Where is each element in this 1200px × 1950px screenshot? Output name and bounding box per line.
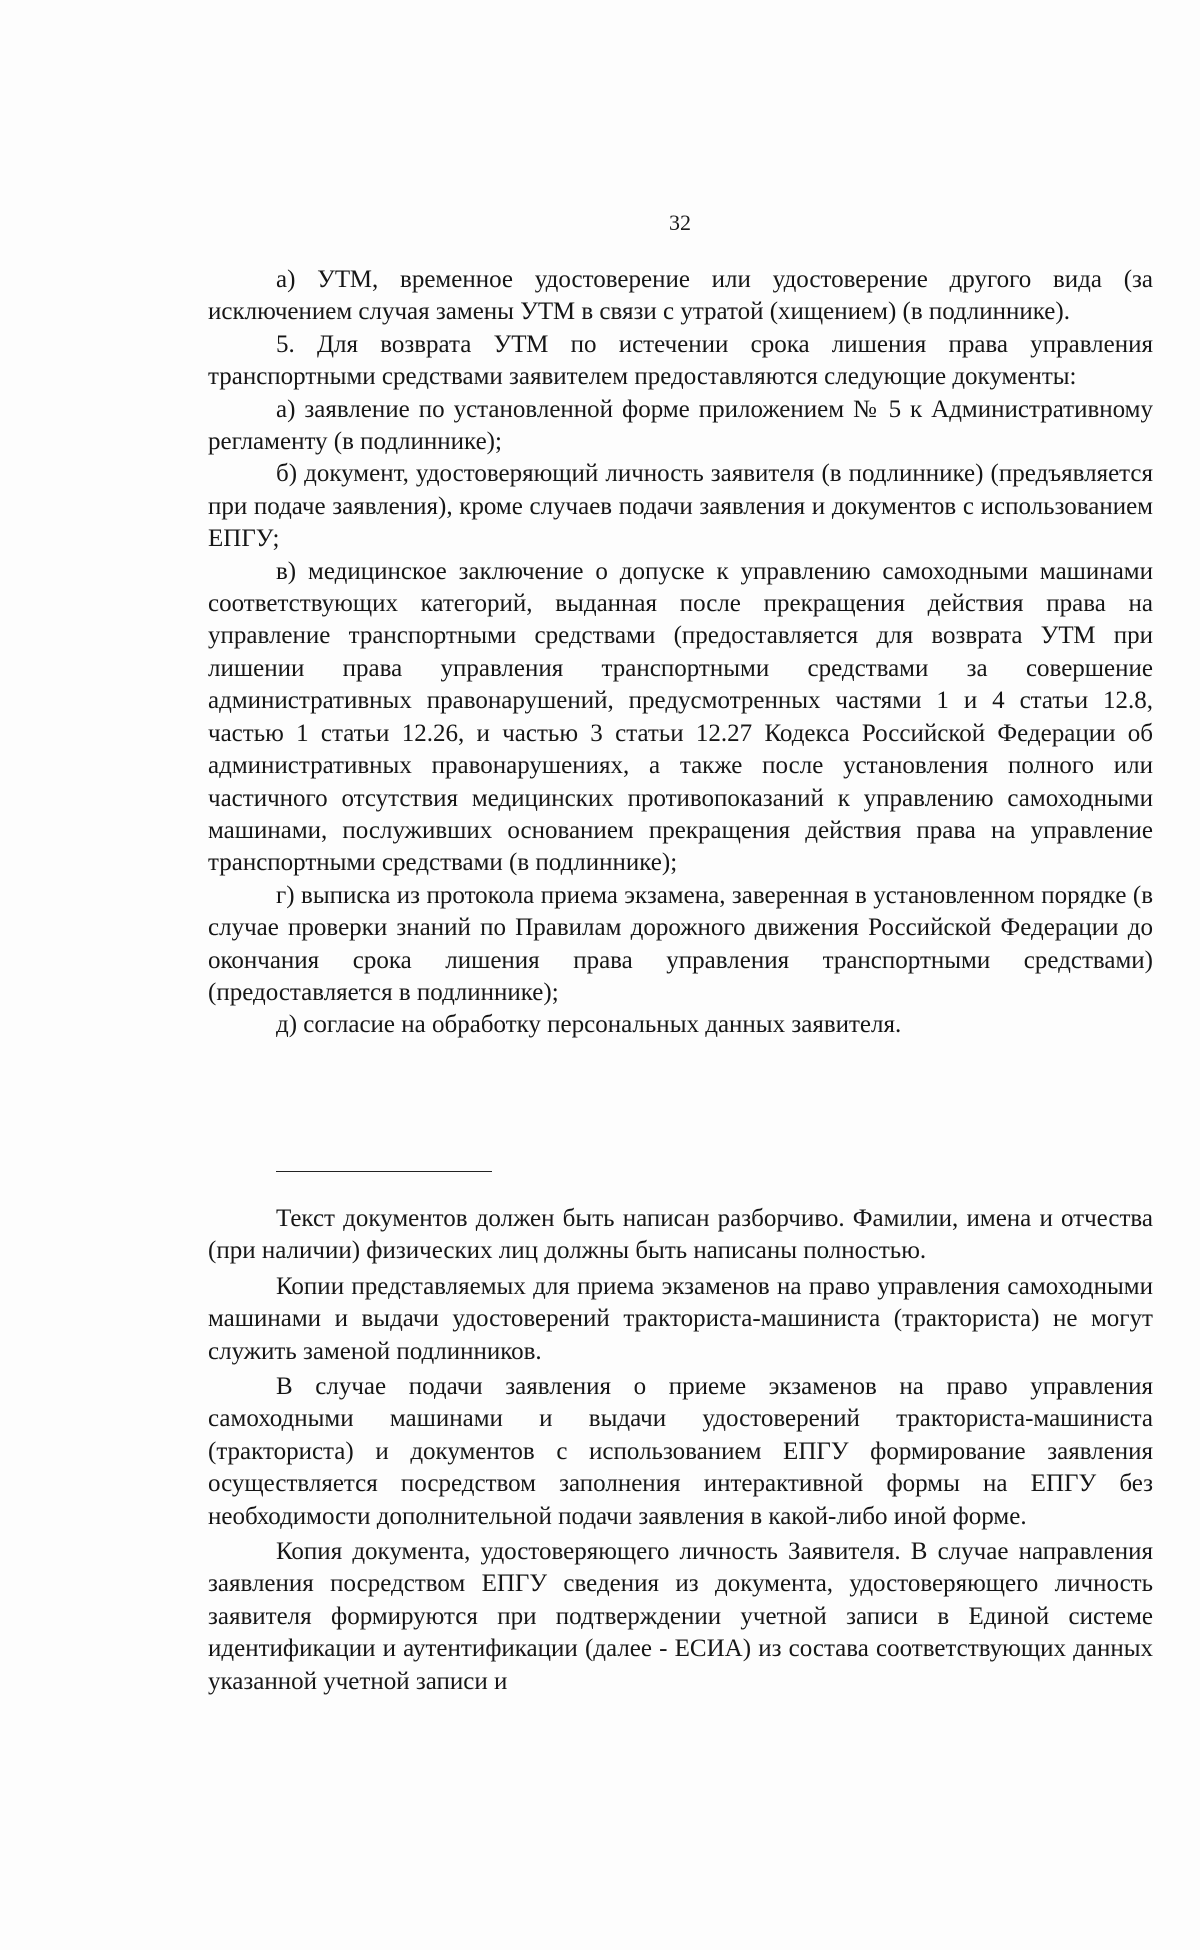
separator-line	[276, 1171, 492, 1172]
paragraph: 5. Для возврата УТМ по истечении срока лишения права управления транспортными средствами заявителем предоставляются следующие документы:	[208, 330, 1153, 391]
main-text-block	[208, 264, 1153, 1042]
note-paragraph: Текст документов должен быть написан разборчиво. Фамилии, имена и отчества (при наличии) физических лиц должны быть написаны полностью.	[208, 1205, 1153, 1265]
page-number: 32	[669, 210, 691, 235]
paragraph: д) согласие на обработку персональных данных заявителя.	[276, 1011, 902, 1039]
paragraph: а) заявление по установленной форме приложением № 5 к Административному регламенту (в подлиннике);	[208, 395, 1153, 456]
note-paragraph: Копии представляемых для приема экзаменов на право управления самоходными машинами и выдачи удостоверений тракториста-машиниста (тракториста) не могут служить заменой подлинников.	[208, 1272, 1153, 1365]
paragraph: в) медицинское заключение о допуске к управлению самоходными машинами соответствующих категорий, выданная после прекращения действия права на управление транспортными средствами (предоставляется для возврата УТМ при лишении права управления транспортными средствами за совершение административных правонарушений, предусмотренных частями 1 и 4 статьи 12.8, частью 1 статьи 12.26, и частью 3 статьи 12.27 Кодекса Российской Федерации об административных правонарушениях, а также после установления полного или частичного отсутствия медицинских противопоказаний к управлению самоходными машинами, послуживших основанием прекращения действия права на управление транспортными средствами (в подлиннике);	[208, 557, 1153, 877]
paragraph: г) выписка из протокола приема экзамена, заверенная в установленном порядке (в случае проверки знаний по Правилам дорожного движения Российской Федерации до окончания срока лишения права управления транспортными средствами) (предоставляется в подлиннике);	[208, 881, 1153, 1006]
note-paragraph: В случае подачи заявления о приеме экзаменов на право управления самоходными машинами и выдачи удостоверений тракториста-машиниста (тракториста) и документов с использованием ЕПГУ формирование заявления осуществляется посредством заполнения интерактивной формы на ЕПГУ без необходимости дополнительной подачи заявления в какой-либо иной форме.	[208, 1373, 1153, 1530]
notes-text-block	[208, 1203, 1153, 1698]
paragraph: а) УТМ, временное удостоверение или удостоверение другого вида (за исключением случая замены УТМ в связи с утратой (хищением) (в подлиннике).	[208, 266, 1153, 326]
paragraph: б) документ, удостоверяющий личность заявителя (в подлиннике) (предъявляется при подаче заявления), кроме случаев подачи заявления и документов с использованием ЕПГУ;	[208, 460, 1153, 553]
note-paragraph: Копия документа, удостоверяющего личность Заявителя. В случае направления заявления посредством ЕПГУ сведения из документа, удостоверяющего личность заявителя формируются при подтверждении учетной записи в Единой системе идентификации и аутентификации (далее - ЕСИА) из состава соответствующих данных указанной учетной записи и	[208, 1538, 1153, 1695]
